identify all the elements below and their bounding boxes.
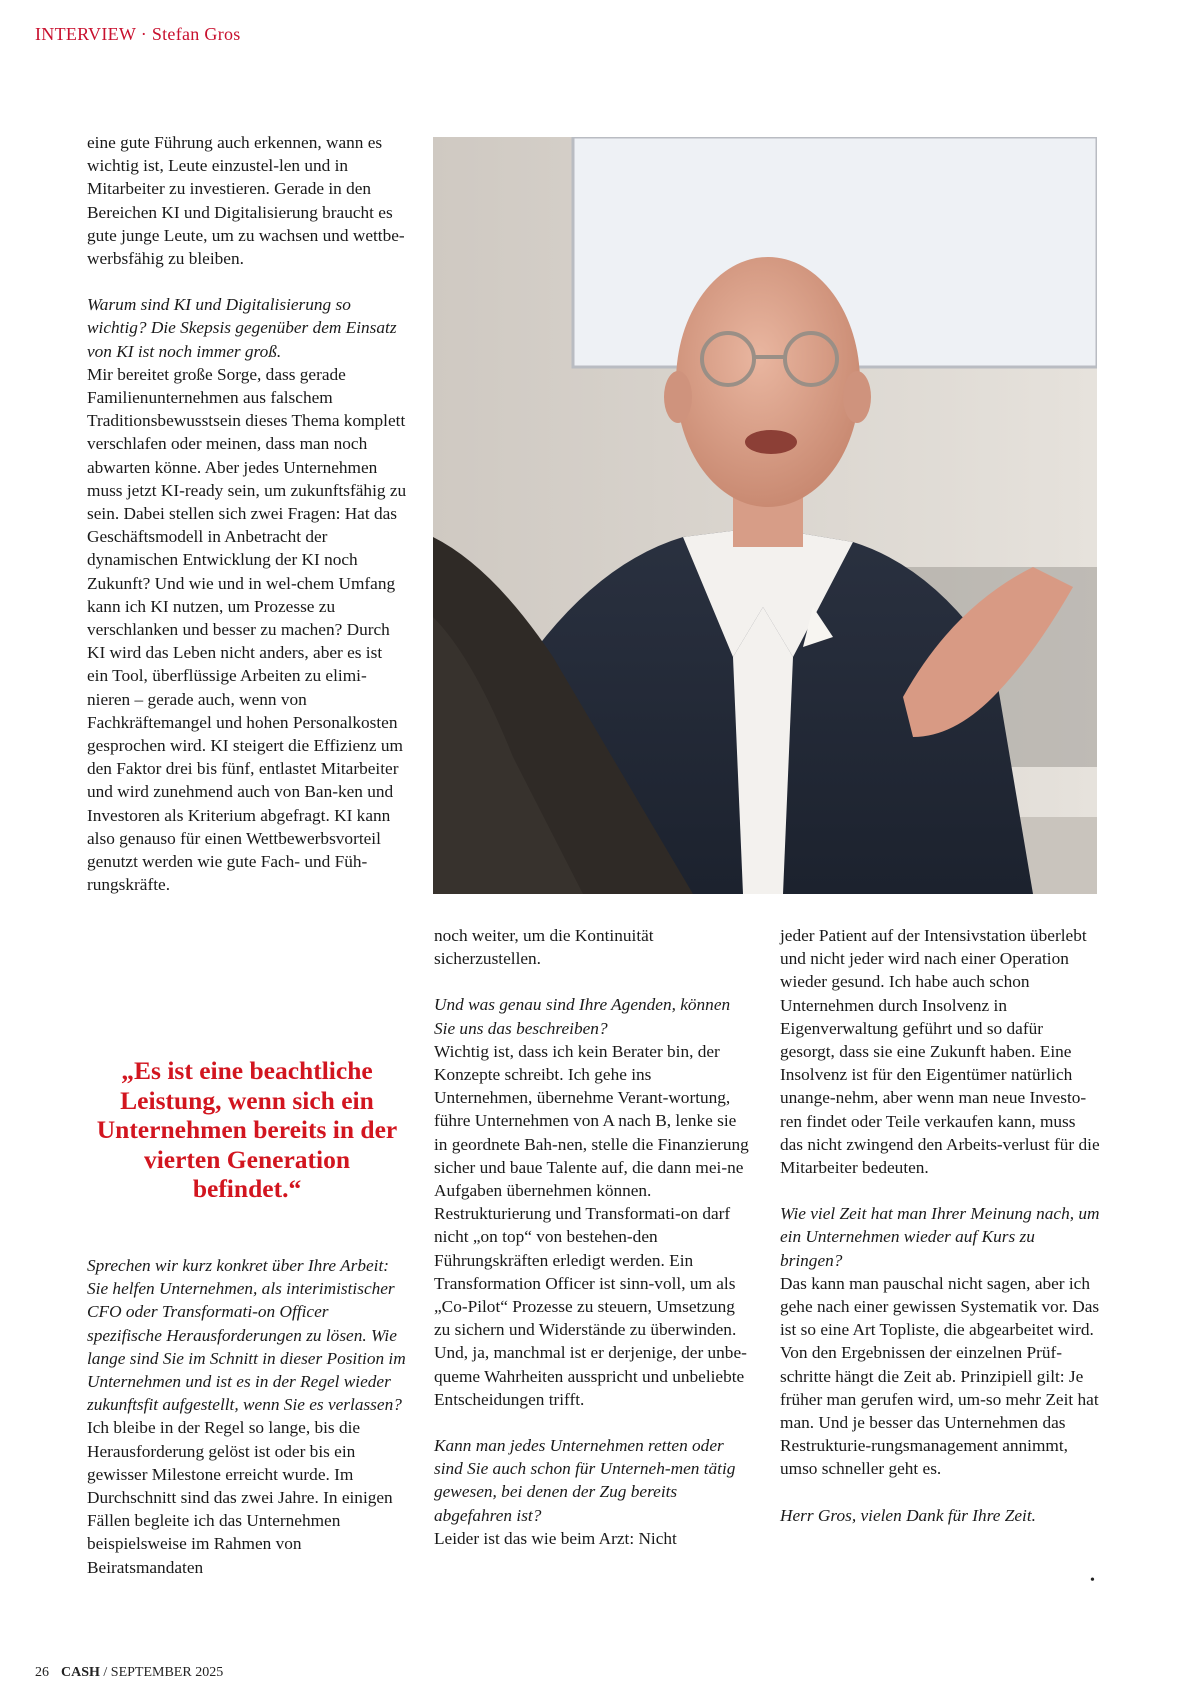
answer-paragraph: Wichtig ist, dass ich kein Berater bin, der Konzepte schreibt. Ich gehe ins Unternehmen, übernehme Verant-wortung, führe Unternehmen von A nach B, lenke sie in geordnete Bah-nen, stelle die Finanzierung sicher und baue Talente auf, die dann mei-ne Aufgaben übernehmen können. Restrukturierung und Transformati-on darf nicht „on top“ von bestehen-den Führungskräften erledigt werden. Ein Transformation Officer ist sinn-voll, um als „Co-Pilot“ Prozesse zu steuern, Umsetzung zu sichern und Widerstände zu überwinden. Und, ja, manchmal ist er derjenige, der unbe-queme Wahrheiten ausspricht und unbeliebte Entscheidungen trifft.: [434, 1041, 749, 1409]
question-paragraph: Kann man jedes Unternehmen retten oder sind Sie auch schon für Unterneh-men tätig gewesen, bei denen der Zug bereits abgefahren ist?: [434, 1436, 736, 1525]
issue-date: / SEPTEMBER 2025: [99, 1665, 224, 1680]
interviewee-name: Stefan Gros: [151, 24, 241, 44]
article-column-1: [87, 131, 407, 897]
answer-paragraph: Leider ist das wie beim Arzt: Nicht: [434, 1528, 677, 1548]
question-paragraph: Warum sind KI und Digitalisierung so wichtig? Die Skepsis gegenüber dem Einsatz von KI ist noch immer groß.: [87, 295, 397, 361]
answer-paragraph: eine gute Führung auch erkennen, wann es wichtig ist, Leute einzustel-len und in Mitarbeiter zu investieren. Gerade in den Bereichen KI und Digitalisierung braucht es gute junge Leute, um zu wachsen und wettbe-werbsfähig zu bleiben.: [87, 133, 405, 269]
interview-photo: [433, 137, 1097, 894]
header-separator: ·: [135, 24, 152, 44]
question-paragraph: Und was genau sind Ihre Agenden, können Sie uns das beschreiben?: [434, 995, 731, 1038]
section-label: INTERVIEW: [35, 24, 136, 44]
article-column-3: [780, 924, 1100, 1527]
answer-paragraph: noch weiter, um die Kontinuität sicherzustellen.: [434, 926, 654, 969]
page-number: 26: [35, 1665, 49, 1680]
answer-paragraph: jeder Patient auf der Intensivstation überlebt und nicht jeder wird nach einer Operation wieder gesund. Ich habe auch schon Unternehmen durch Insolvenz in Eigenverwaltung geführt und so dafür gesorgt, dass sie eine Zukunft haben. Eine Insolvenz ist für den Eigentümer natürlich unange-nehm, aber wenn man neue Investo-ren findet oder Teile verkaufen kann, muss das nicht zwingend den Arbeits-verlust für die Mitarbeiter bedeuten.: [780, 926, 1100, 1178]
page-footer: [35, 1665, 223, 1681]
question-paragraph: Wie viel Zeit hat man Ihrer Meinung nach, um ein Unternehmen wieder auf Kurs zu bringen?: [780, 1204, 1100, 1270]
question-paragraph: Sprechen wir kurz konkret über Ihre Arbeit: Sie helfen Unternehmen, als interimistischer CFO oder Transformati-on Officer spezifische Herausforderungen zu lösen. Wie lange sind Sie im Schnitt in dieser Position im Unternehmen und ist es in der Regel wieder zukunftsfit aufgestellt, wenn Sie es verlassen?: [87, 1256, 406, 1415]
answer-paragraph: Ich bleibe in der Regel so lange, bis die Herausforderung gelöst ist oder bis ein gewisser Milestone erreicht wurde. Im Durchschnitt sind das zwei Jahre. In einigen Fällen begleite ich das Unternehmen beispielsweise im Rahmen von Beiratsmandaten: [87, 1418, 393, 1577]
portrait-photo-illustration: [433, 137, 1097, 894]
pull-quote: „Es ist eine beachtliche Leistung, wenn sich ein Unternehmen bereits in der vierten Generation befindet.“: [96, 1056, 398, 1203]
running-header: [35, 24, 241, 45]
closing-line: Herr Gros, vielen Dank für Ihre Zeit.: [780, 1505, 1036, 1525]
magazine-name: CASH: [61, 1665, 100, 1680]
answer-paragraph: Das kann man pauschal nicht sagen, aber ich gehe nach einer gewissen Systematik vor. Das ist so eine Art Topliste, die abgearbeitet wird. Von den Ergebnissen der einzelnen Prüf-schritte hängt die Zeit ab. Prinzipiell gilt: Je früher man gerufen wird, um-so mehr Zeit hat man. Und je besser das Unternehmen das Restrukturie-rungsmanagement annimmt, umso schneller geht es.: [780, 1273, 1100, 1479]
answer-paragraph: Mir bereitet große Sorge, dass gerade Familienunternehmen aus falschem Traditionsbewusstsein dieses Thema komplett verschlafen oder meinen, dass man noch abwarten könne. Aber jedes Unternehmen muss jetzt KI-ready sein, um zukunftsfähig zu sein. Dabei stellen sich zwei Fragen: Hat das Geschäftsmodell in Anbetracht der dynamischen Entwicklung der KI noch Zukunft? Und wie und in wel-chem Umfang kann ich KI nutzen, um Prozesse zu verschlanken und besser zu machen? Durch KI wird das Leben nicht anders, aber es ist ein Tool, überflüssige Arbeiten zu elimi-nieren – gerade auch, wenn von Fachkräftemangel und hohen Personalkosten gesprochen wird. KI steigert die Effizienz um den Faktor drei bis fünf, entlastet Mitarbeiter und wird zunehmend auch von Ban-ken und Investoren als Kriterium abgefragt. KI kann also genauso für einen Wettbewerbsvorteil genutzt werden wie gute Fach- und Füh-rungskräfte.: [87, 364, 407, 895]
article-column-1-lower: [87, 1254, 407, 1579]
end-of-article-mark: •: [1090, 1573, 1095, 1588]
article-column-2: [434, 924, 749, 1550]
